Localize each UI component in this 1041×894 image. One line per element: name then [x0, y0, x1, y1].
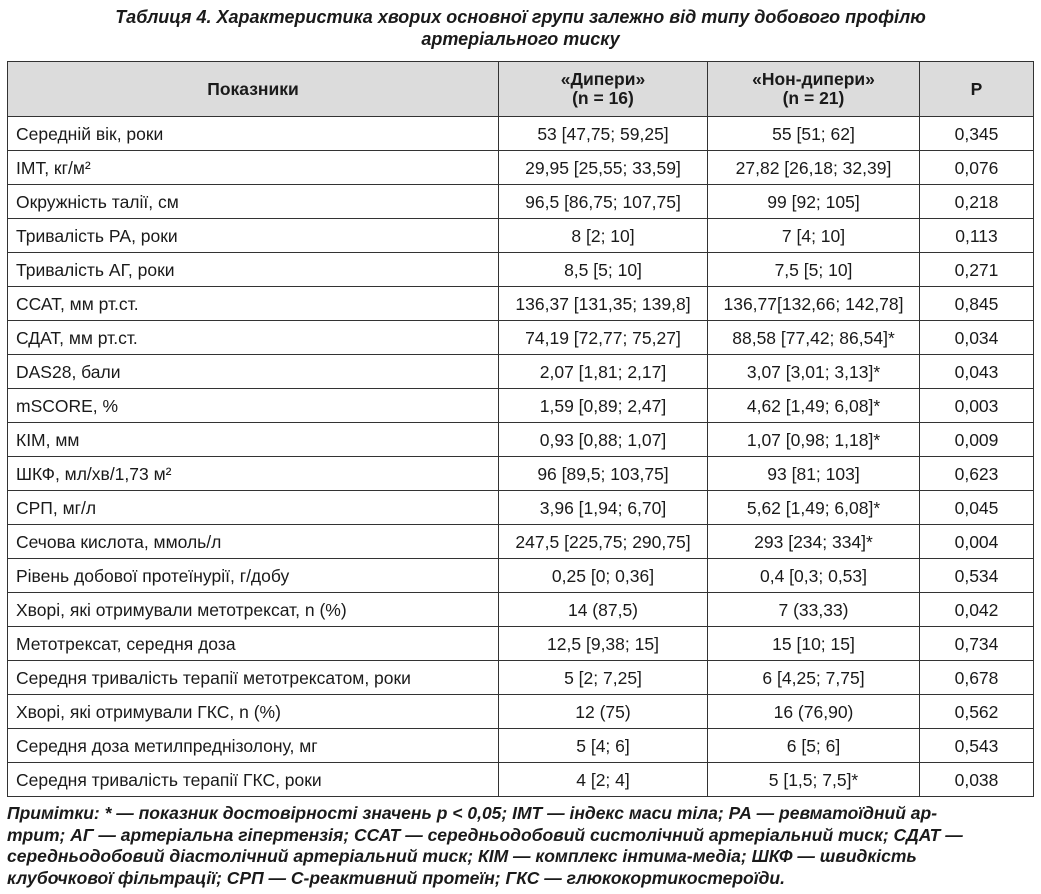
dippers-value-cell: 12,5 [9,38; 15]: [499, 627, 708, 661]
nondippers-value-cell: 15 [10; 15]: [708, 627, 920, 661]
row-label-cell: КІМ, мм: [8, 423, 499, 457]
p-value-cell: 0,113: [920, 219, 1034, 253]
table-row: [8, 763, 1034, 797]
header-nondippers-title: «Нон-дипери»: [752, 69, 875, 89]
table-header: [8, 62, 1034, 117]
p-value-cell: 0,034: [920, 321, 1034, 355]
table-row: [8, 321, 1034, 355]
dippers-value-cell: 2,07 [1,81; 2,17]: [499, 355, 708, 389]
nondippers-value-cell: 5 [1,5; 7,5]*: [708, 763, 920, 797]
row-label-cell: Рівень добової протеїнурії, г/добу: [8, 559, 499, 593]
p-value-cell: 0,845: [920, 287, 1034, 321]
notes-line-2: трит; АГ — артеріальна гіпертензія; ССАТ — середньодобовий систолічний артеріальний тиск; СДАТ —: [7, 824, 963, 845]
table-row: [8, 117, 1034, 151]
nondippers-value-cell: 293 [234; 334]*: [708, 525, 920, 559]
notes-line-1: Примітки: * — показник достовірності значень p < 0,05; ІМТ — індекс маси тіла; РА — ревматоїдний ар-: [7, 803, 938, 823]
characteristics-table: [7, 61, 1034, 797]
table-caption: [0, 6, 1041, 50]
dippers-value-cell: 8,5 [5; 10]: [499, 253, 708, 287]
p-value-cell: 0,734: [920, 627, 1034, 661]
nondippers-value-cell: 5,62 [1,49; 6,08]*: [708, 491, 920, 525]
notes-line-4: клубочкової фільтрації; СРП — С-реактивний протеїн; ГКС — глюкокортикостероїди.: [7, 867, 785, 888]
nondippers-value-cell: 1,07 [0,98; 1,18]*: [708, 423, 920, 457]
table-row: [8, 457, 1034, 491]
nondippers-value-cell: 93 [81; 103]: [708, 457, 920, 491]
dippers-value-cell: 74,19 [72,77; 75,27]: [499, 321, 708, 355]
dippers-value-cell: 53 [47,75; 59,25]: [499, 117, 708, 151]
nondippers-value-cell: 136,77[132,66; 142,78]: [708, 287, 920, 321]
row-label-cell: Середня доза метилпреднізолону, мг: [8, 729, 499, 763]
nondippers-value-cell: 88,58 [77,42; 86,54]*: [708, 321, 920, 355]
row-label-cell: ССАТ, мм рт.ст.: [8, 287, 499, 321]
notes-line-3: середньодобовий діастолічний артеріальний тиск; КІМ — комплекс інтима-медіа; ШКФ — швидкість: [7, 846, 917, 866]
nondippers-value-cell: 7,5 [5; 10]: [708, 253, 920, 287]
p-value-cell: 0,042: [920, 593, 1034, 627]
p-value-cell: 0,543: [920, 729, 1034, 763]
nondippers-value-cell: 3,07 [3,01; 3,13]*: [708, 355, 920, 389]
table-row: [8, 287, 1034, 321]
dippers-value-cell: 1,59 [0,89; 2,47]: [499, 389, 708, 423]
dippers-value-cell: 247,5 [225,75; 290,75]: [499, 525, 708, 559]
nondippers-value-cell: 4,62 [1,49; 6,08]*: [708, 389, 920, 423]
row-label-cell: Хворі, які отримували ГКС, n (%): [8, 695, 499, 729]
p-value-cell: 0,004: [920, 525, 1034, 559]
table-notes: [7, 803, 1033, 889]
dippers-value-cell: 5 [2; 7,25]: [499, 661, 708, 695]
caption-line-2: артеріального тиску: [421, 29, 620, 49]
table-row: [8, 185, 1034, 219]
dippers-value-cell: 12 (75): [499, 695, 708, 729]
nondippers-value-cell: 7 (33,33): [708, 593, 920, 627]
table-row: [8, 151, 1034, 185]
p-value-cell: 0,045: [920, 491, 1034, 525]
table-row: [8, 559, 1034, 593]
dippers-value-cell: 4 [2; 4]: [499, 763, 708, 797]
row-label-cell: mSCORE, %: [8, 389, 499, 423]
header-nondippers-count: (n = 21): [782, 88, 845, 108]
dippers-value-cell: 96,5 [86,75; 107,75]: [499, 185, 708, 219]
dippers-value-cell: 29,95 [25,55; 33,59]: [499, 151, 708, 185]
nondippers-value-cell: 99 [92; 105]: [708, 185, 920, 219]
table-row: [8, 491, 1034, 525]
dippers-value-cell: 0,25 [0; 0,36]: [499, 559, 708, 593]
header-dippers-count: (n = 16): [572, 88, 634, 108]
row-label-cell: СДАТ, мм рт.ст.: [8, 321, 499, 355]
row-label-cell: Хворі, які отримували метотрексат, n (%): [8, 593, 499, 627]
p-value-cell: 0,623: [920, 457, 1034, 491]
dippers-value-cell: 3,96 [1,94; 6,70]: [499, 491, 708, 525]
table-row: [8, 389, 1034, 423]
row-label-cell: Сечова кислота, ммоль/л: [8, 525, 499, 559]
p-value-cell: 0,345: [920, 117, 1034, 151]
nondippers-value-cell: 7 [4; 10]: [708, 219, 920, 253]
header-indicator: Показники: [8, 62, 499, 117]
nondippers-value-cell: 6 [5; 6]: [708, 729, 920, 763]
dippers-value-cell: 0,93 [0,88; 1,07]: [499, 423, 708, 457]
dippers-value-cell: 14 (87,5): [499, 593, 708, 627]
dippers-value-cell: 8 [2; 10]: [499, 219, 708, 253]
table-row: [8, 355, 1034, 389]
row-label-cell: СРП, мг/л: [8, 491, 499, 525]
header-dippers-title: «Дипери»: [560, 69, 646, 89]
p-value-cell: 0,534: [920, 559, 1034, 593]
nondippers-value-cell: 0,4 [0,3; 0,53]: [708, 559, 920, 593]
p-value-cell: 0,218: [920, 185, 1034, 219]
header-p-value: P: [920, 62, 1034, 117]
nondippers-value-cell: 6 [4,25; 7,75]: [708, 661, 920, 695]
dippers-value-cell: 96 [89,5; 103,75]: [499, 457, 708, 491]
nondippers-value-cell: 27,82 [26,18; 32,39]: [708, 151, 920, 185]
table-row: [8, 661, 1034, 695]
table-row: [8, 593, 1034, 627]
row-label-cell: Тривалість РА, роки: [8, 219, 499, 253]
header-row: [8, 62, 1034, 117]
nondippers-value-cell: 55 [51; 62]: [708, 117, 920, 151]
p-value-cell: 0,043: [920, 355, 1034, 389]
table-row: [8, 729, 1034, 763]
p-value-cell: 0,271: [920, 253, 1034, 287]
header-nondippers: [708, 62, 920, 117]
row-label-cell: Тривалість АГ, роки: [8, 253, 499, 287]
dippers-value-cell: 136,37 [131,35; 139,8]: [499, 287, 708, 321]
table-row: [8, 253, 1034, 287]
header-dippers: [499, 62, 708, 117]
row-label-cell: Метотрексат, середня доза: [8, 627, 499, 661]
row-label-cell: Середній вік, роки: [8, 117, 499, 151]
p-value-cell: 0,038: [920, 763, 1034, 797]
row-label-cell: ШКФ, мл/хв/1,73 м²: [8, 457, 499, 491]
p-value-cell: 0,003: [920, 389, 1034, 423]
row-label-cell: Середня тривалість терапії метотрексатом, роки: [8, 661, 499, 695]
table-body: [8, 117, 1034, 797]
row-label-cell: ІМТ, кг/м²: [8, 151, 499, 185]
table-row: [8, 525, 1034, 559]
caption-line-1: Таблиця 4. Характеристика хворих основної групи залежно від типу добового профілю: [115, 7, 926, 27]
table-row: [8, 219, 1034, 253]
row-label-cell: Середня тривалість терапії ГКС, роки: [8, 763, 499, 797]
row-label-cell: Окружність талії, см: [8, 185, 499, 219]
p-value-cell: 0,076: [920, 151, 1034, 185]
table-row: [8, 695, 1034, 729]
p-value-cell: 0,009: [920, 423, 1034, 457]
p-value-cell: 0,562: [920, 695, 1034, 729]
nondippers-value-cell: 16 (76,90): [708, 695, 920, 729]
p-value-cell: 0,678: [920, 661, 1034, 695]
row-label-cell: DAS28, бали: [8, 355, 499, 389]
dippers-value-cell: 5 [4; 6]: [499, 729, 708, 763]
table-row: [8, 423, 1034, 457]
table-row: [8, 627, 1034, 661]
